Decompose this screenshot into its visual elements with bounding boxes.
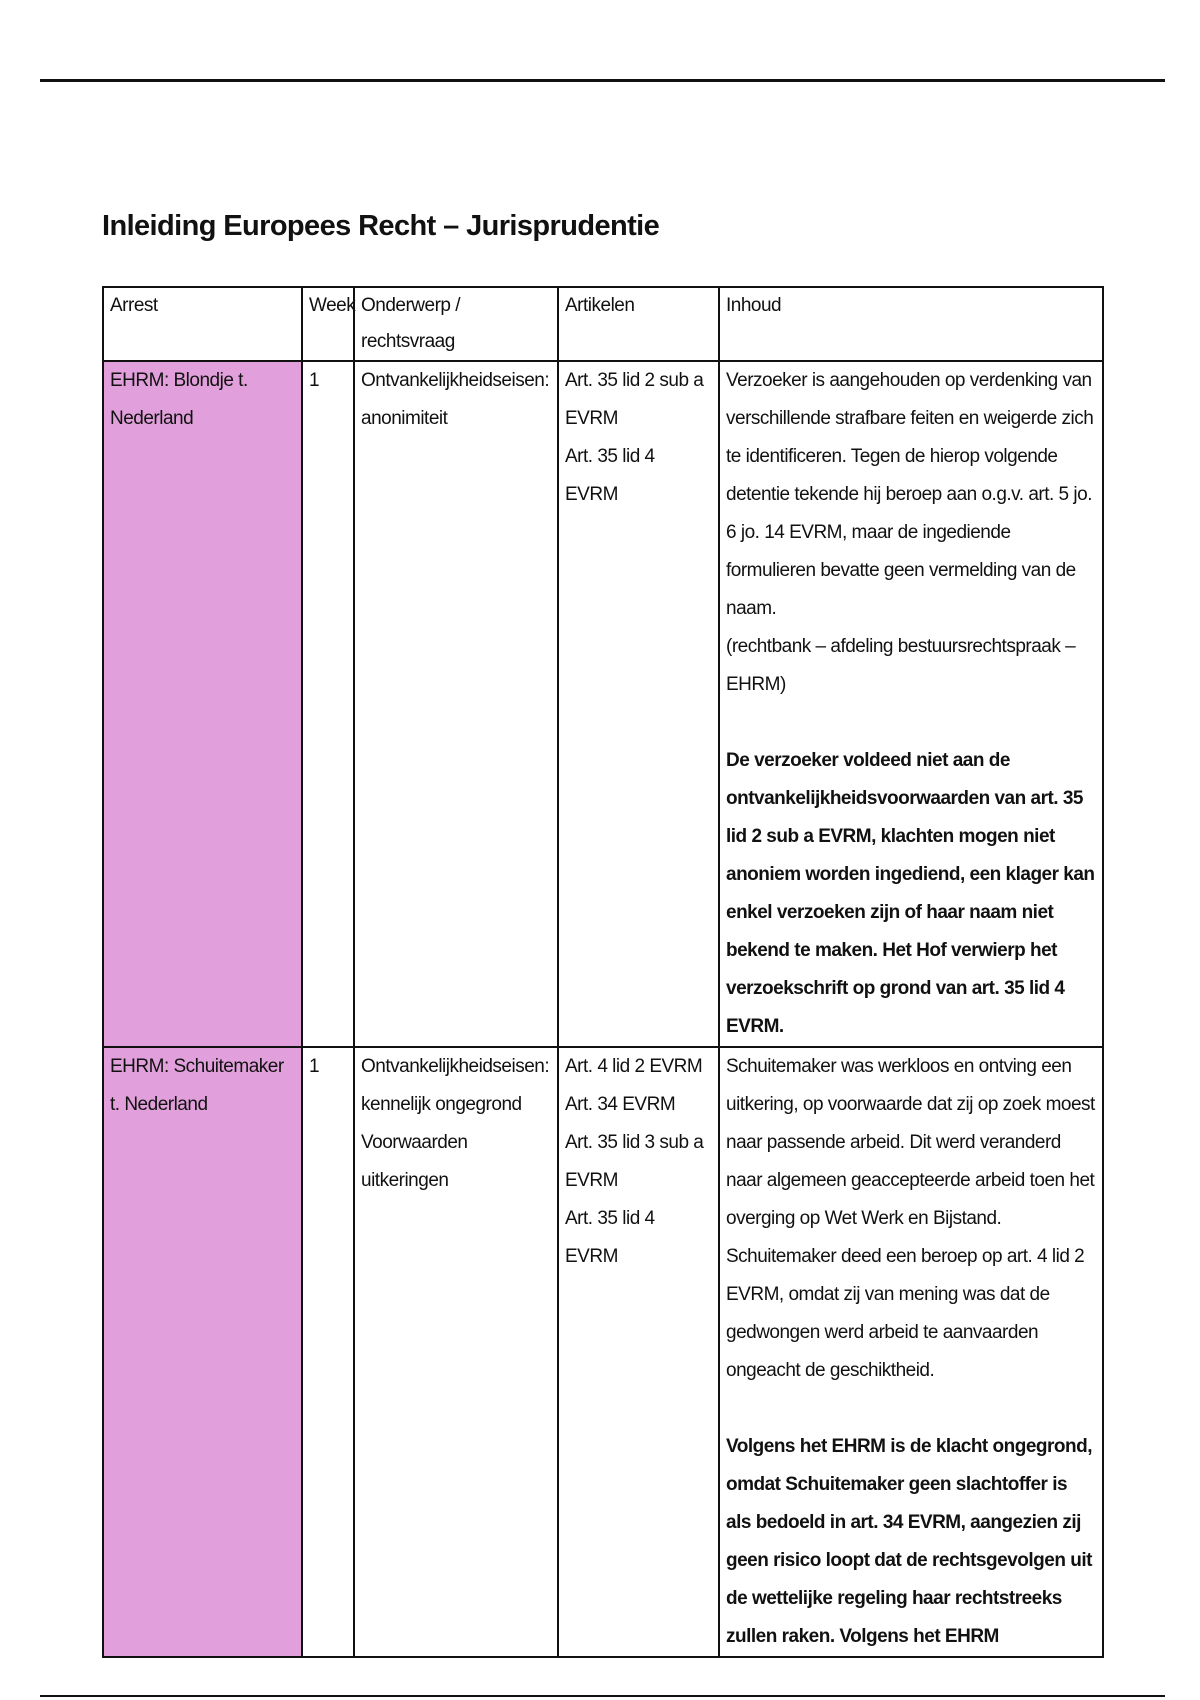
header-artikelen: Artikelen xyxy=(558,287,719,361)
artikel-line: Art. 35 lid 2 sub a EVRM xyxy=(565,370,704,429)
week-cell: 1 xyxy=(302,1047,354,1657)
jurisprudence-table xyxy=(102,286,1104,1658)
page-title: Inleiding Europees Recht – Jurisprudentie xyxy=(102,210,660,242)
onderwerp-line: Ontvankelijkheidseisen: xyxy=(361,370,550,391)
table-row xyxy=(103,361,1103,1047)
arrest-cell: EHRM: Blondje t. Nederland xyxy=(103,361,302,1047)
onderwerp-cell xyxy=(354,1047,558,1657)
header-onderwerp: Onderwerp / rechtsvraag xyxy=(354,287,558,361)
artikel-line: Art. 34 EVRM xyxy=(565,1094,676,1115)
header-arrest: Arrest xyxy=(103,287,302,361)
onderwerp-line: Voorwaarden uitkeringen xyxy=(361,1132,468,1191)
header-week: Week xyxy=(302,287,354,361)
artikel-line: Art. 35 lid 3 sub a EVRM xyxy=(565,1132,704,1191)
artikel-line: Art. 4 lid 2 EVRM xyxy=(565,1056,703,1077)
onderwerp-line: anonimiteit xyxy=(361,408,448,429)
artikel-line: Art. 35 lid 4 EVRM xyxy=(565,1208,655,1267)
inhoud-cell xyxy=(719,1047,1103,1657)
inhoud-text: Schuitemaker was werkloos en ontving een uitkering, op voorwaarde dat zij op zoek moest naar passende arbeid. Dit werd veranderd naar algemeen geaccepteerde arbeid toen het overging op Wet Werk en Bijstand. Schuitemaker deed een beroep op art. 4 lid 2 EVRM, omdat zij van mening was dat de gedwongen werd arbeid te aanvaarden ongeacht de geschiktheid. xyxy=(726,1056,1095,1381)
onderwerp-line: kennelijk ongegrond xyxy=(361,1094,522,1115)
table-row xyxy=(103,1047,1103,1657)
artikelen-cell xyxy=(558,1047,719,1657)
artikel-line: Art. 35 lid 4 EVRM xyxy=(565,446,655,505)
inhoud-conclusion: De verzoeker voldeed niet aan de ontvankelijkheidsvoorwaarden van art. 35 lid 2 sub a EVRM, klachten mogen niet anoniem worden ingediend, een klager kan enkel verzoeken zijn of haar naam niet bekend te maken. Het Hof verwierp het verzoekschrift op grond van art. 35 lid 4 EVRM. xyxy=(726,750,1095,1037)
inhoud-cell xyxy=(719,361,1103,1047)
header-rule xyxy=(40,79,1165,82)
inhoud-text: Verzoeker is aangehouden op verdenking van verschillende strafbare feiten en weigerde zich te identificeren. Tegen de hierop volgende detentie tekende hij beroep aan o.g.v. art. 5 jo. 6 jo. 14 EVRM, maar de ingediende formulieren bevatte geen vermelding van de naam. (rechtbank – afdeling bestuursrechtspraak – EHRM) xyxy=(726,370,1094,695)
table-header-row xyxy=(103,287,1103,361)
week-cell: 1 xyxy=(302,361,354,1047)
artikelen-cell xyxy=(558,361,719,1047)
onderwerp-line: Ontvankelijkheidseisen: xyxy=(361,1056,550,1077)
onderwerp-cell xyxy=(354,361,558,1047)
footer-rule xyxy=(40,1695,1165,1697)
header-inhoud: Inhoud xyxy=(719,287,1103,361)
inhoud-conclusion: Volgens het EHRM is de klacht ongegrond, omdat Schuitemaker geen slachtoffer is als bedoeld in art. 34 EVRM, aangezien zij geen risico loopt dat de rechtsgevolgen uit de wettelijke regeling haar rechtstreeks zullen raken. Volgens het EHRM xyxy=(726,1436,1093,1647)
arrest-cell: EHRM: Schuitemaker t. Nederland xyxy=(103,1047,302,1657)
